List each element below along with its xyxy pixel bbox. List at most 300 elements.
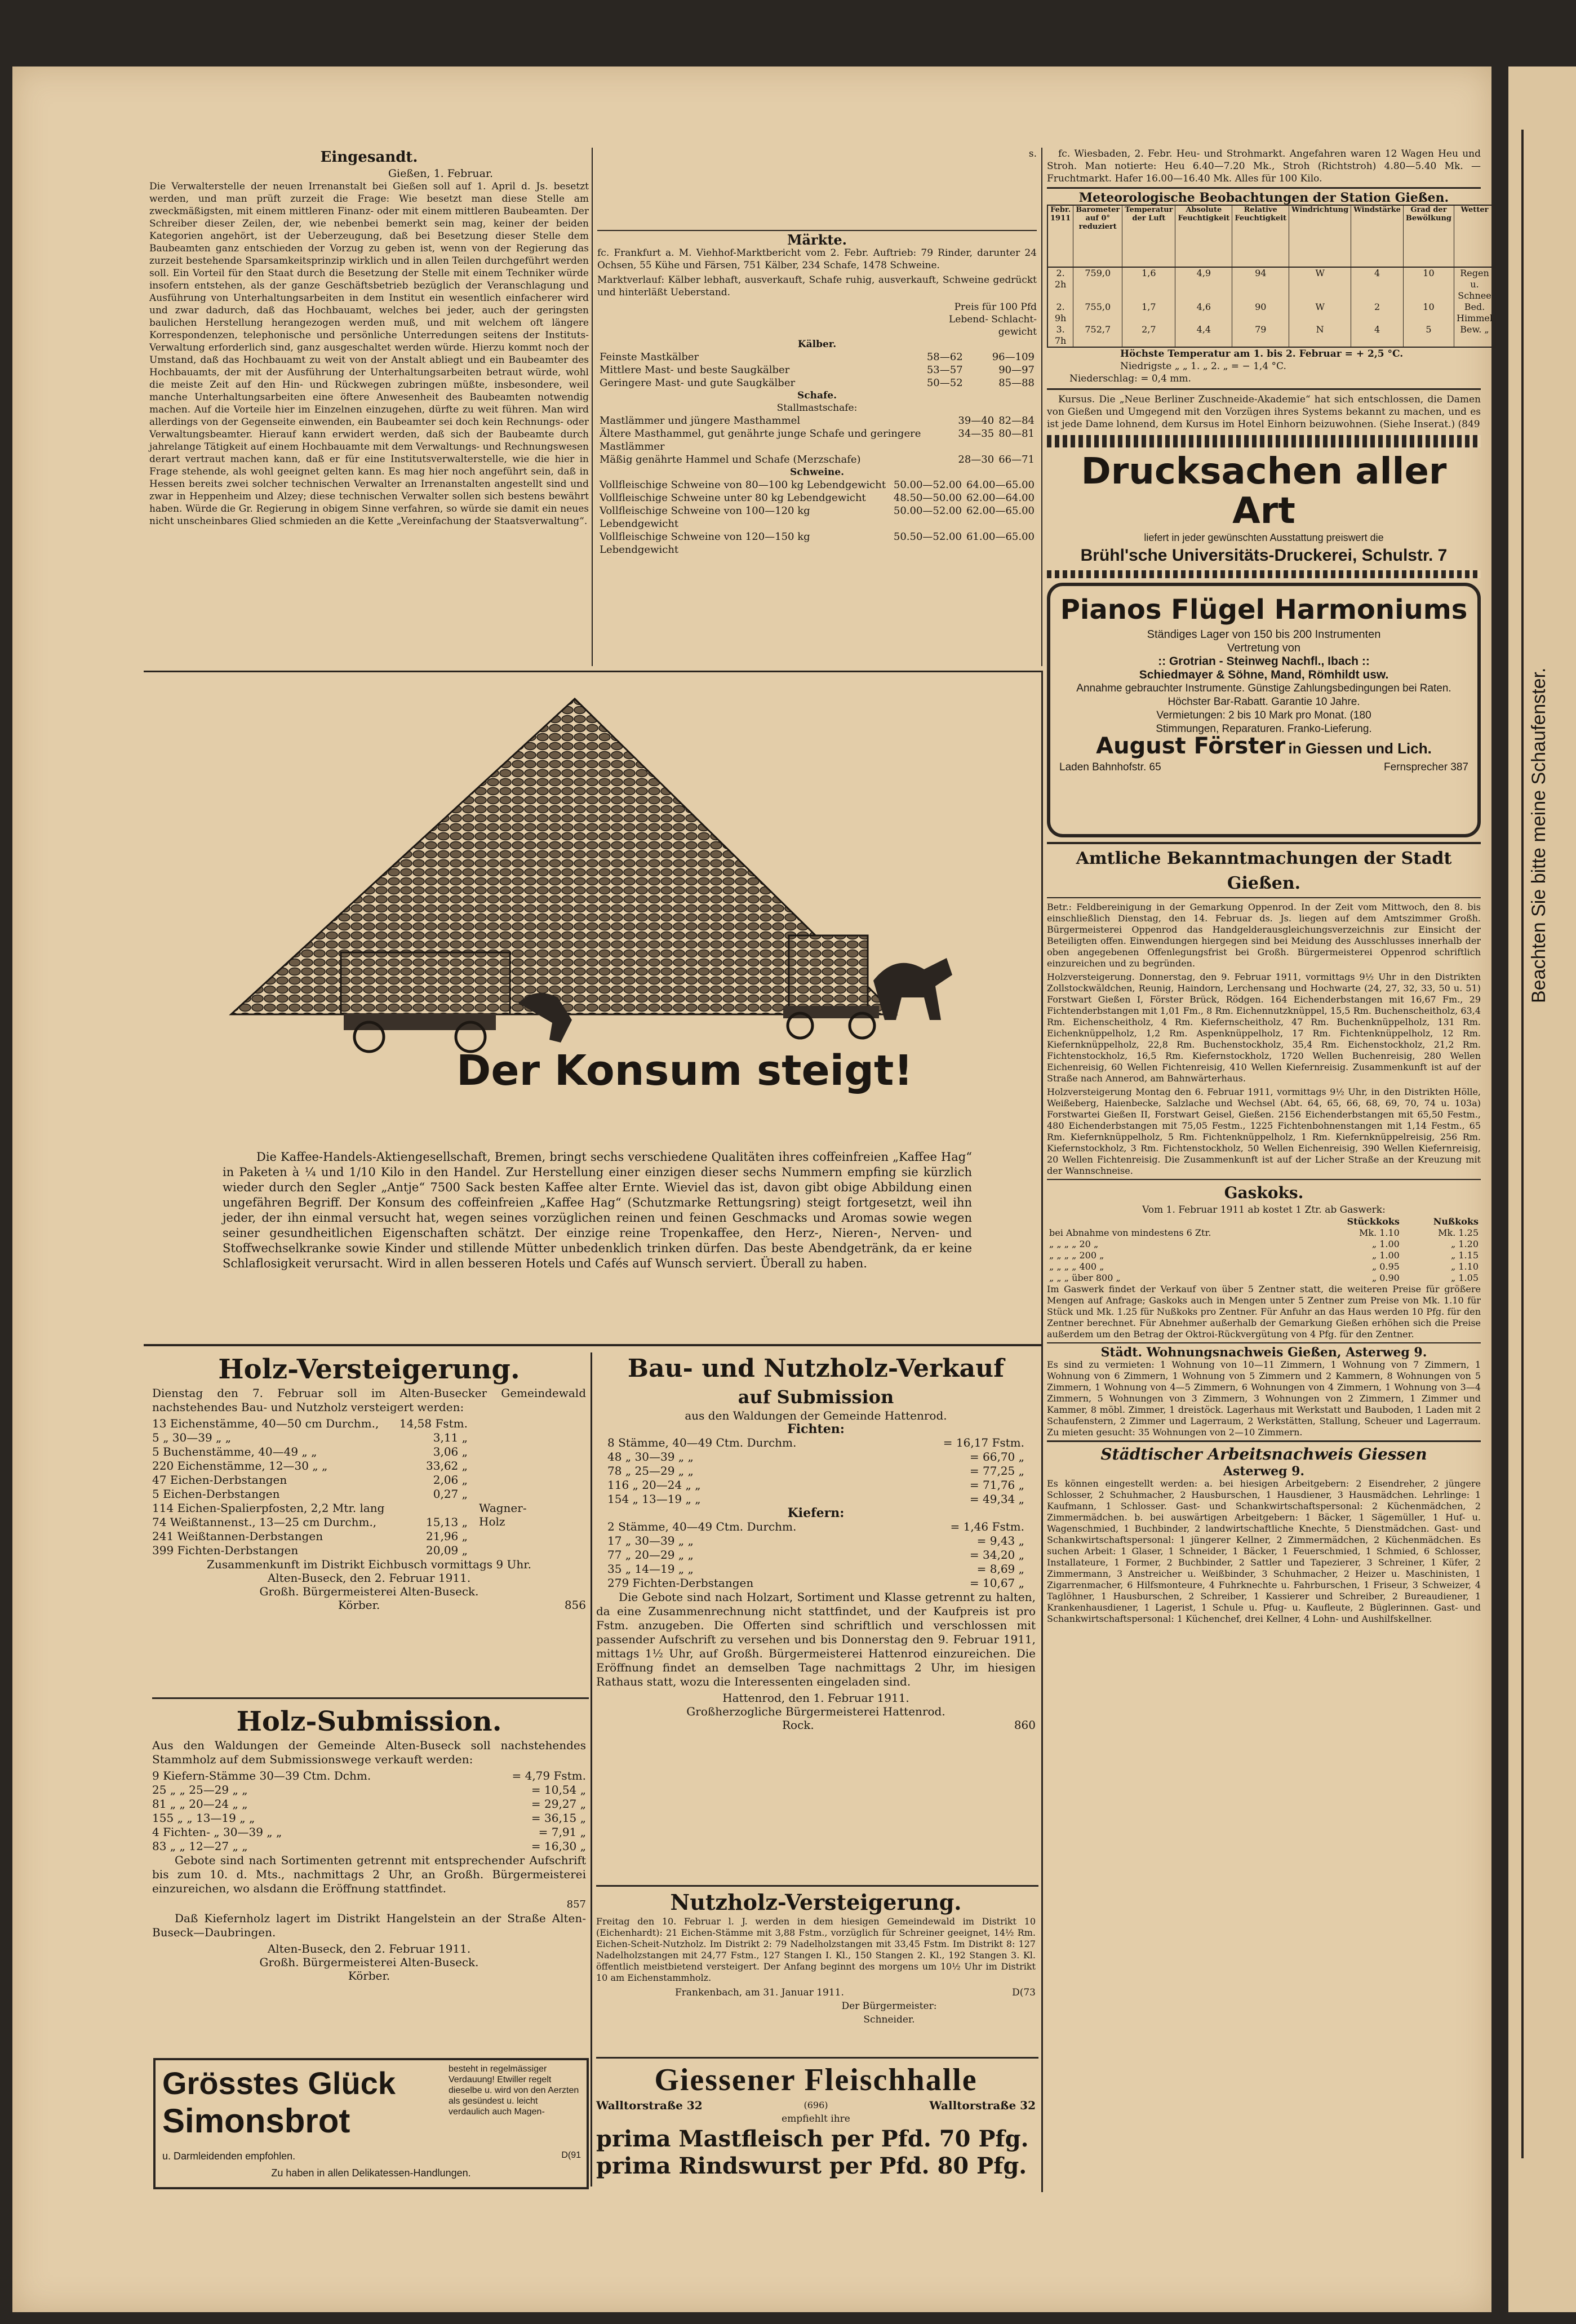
list-item-cell: = 77,25 „ xyxy=(969,1464,1024,1478)
section-rule xyxy=(1047,897,1481,898)
weather-cell: 4,9 xyxy=(1175,267,1232,301)
list-item-cell: 13 Eichenstämme, 40—50 cm Durchm., xyxy=(152,1417,379,1430)
market-cell: 34—35 xyxy=(958,428,995,440)
section-rule xyxy=(1047,1440,1481,1442)
section-rule xyxy=(144,1344,1042,1346)
holz2-num: 857 xyxy=(566,1899,586,1910)
konsum-text: Die Kaffee-Handels-Aktiengesellschaft, Bremen, bringt sechs verschiedene Qualitäten ihres coffeinfreien „Kaffee Hag“ in Paketen à ¼ und 1/10 Kilo in den Handel. Zur Herstellung einer einzigen dieser sechs Nummern empfing sie kürzlich wieder durch den Segler „Antje“ 7500 Sack besten Kaffee alter Ernte. Wieviel das ist, davon gibt obige Abbildung einen ungefähren Begriff. Der Konsum des coffeinfreien „Kaffee Hag“ (Schutzmarke Rettungsring) steigt fortgesetzt, weil ihn jeder, der ihn einmal versucht hat, wegen seines vorzüglichen reinen und feinen Geschmacks und Aromas sowie wegen seiner gesundheitlichen Eigenschaften schätzt. Der einzige reine Tropenkaffee, den Herz-, Nieren-, Nerven- und Stoffwechselkranke sowie Kinder und stillende Mütter unbedenklich trinken dürfen. Das beste Abendgetränk, da er keine Schlaflosigkeit verursacht. Wird in allen besseren Hotels und Cafés auf Wunsch serviert. Überall zu haben. xyxy=(223,1150,972,1270)
weather-row xyxy=(1047,324,1495,347)
holz2-text: Gebote sind nach Sortimenten getrennt mit entsprechender Aufschrift bis zum 10. d. Mts., nachmittags 2 Uhr, an Großh. Bürgermeisterei einzureichen, wo alsdann die Eröffnung stattfindet. xyxy=(152,1853,586,1895)
wohnung-title: Städt. Wohnungsnachweis Gießen, Asterweg 9. xyxy=(1100,1345,1427,1360)
market-row xyxy=(597,427,1037,453)
gas-cell: „ 1.00 xyxy=(1371,1250,1400,1261)
list-item xyxy=(152,1839,586,1853)
market-cell: Geringere Mast- und gute Saugkälber xyxy=(600,377,796,389)
nutz-num: D(73 xyxy=(1012,1987,1036,1998)
wiesbaden-report: fc. Wiesbaden, 2. Febr. Heu- und Strohmarkt. Angefahren waren 12 Wagen Heu und Stroh. Man notierte: Heu 6.40—7.20 Mk., Stroh (Richtstroh) 4.80—5.40 Mk. — Fruchtmarkt. Hafer 16.00—16.40 Mk. Alles für 100 Kilo. xyxy=(1047,148,1481,184)
list-item-cell: = 49,34 „ xyxy=(969,1492,1024,1506)
weather-cell: 4 xyxy=(1351,267,1404,301)
bau-title: Bau- und Nutzholz-Verkauf xyxy=(627,1354,1005,1383)
weather-cell: Bed. Himmel xyxy=(1454,301,1495,324)
list-item-cell: 2 Stämme, 40—49 Ctm. Durchm. xyxy=(607,1520,797,1533)
list-item xyxy=(607,1478,1024,1492)
list-item-cell: = 71,76 „ xyxy=(969,1478,1024,1492)
list-item xyxy=(607,1548,1024,1562)
gas-header-cell: Nußkoks xyxy=(1433,1216,1479,1227)
list-item-cell: 154 „ 13—19 „ „ xyxy=(607,1492,701,1506)
letter-signature: s. xyxy=(1028,148,1037,159)
nutzholz-notice xyxy=(596,1889,1036,2058)
sheep-title: Schafe. xyxy=(797,390,837,401)
letter-title: Eingesandt. xyxy=(320,149,418,166)
letter-text: Die Verwalterstelle der neuen Irrenanstalt bei Gießen soll auf 1. April d. Js. besetzt werden, und man prüft zurzeit die Frage: Wie besetzt man diese Stelle am zweckmäßigsten, mit einem mittleren Finanz- oder mit einem mittleren Baubeamten. Der Schreiber dieser Zeilen, der, wie nebenbei bemerkt sein mag, keiner der beiden Kategorien angehört, ist der Ueberzeugung, daß bei Besetzung dieser Stelle dem Baubeamten ganz entschieden der Vorzug zu geben ist, wenn von der Regierung das zurzeit bestehende Sparsamkeitsprinzip wirklich und in allen Teilen durchgeführt werden soll. Ein Vorteil für den Staat durch die Besetzung der Stelle mit einem Techniker würde insofern entstehen, als der ganze Geschäftsbetrieb bezüglich der Veranschlagung und Ausführung von Unterhaltungsarbeiten in dem Institut ein wesentlich einfacherer wird und zwar dadurch, daß das Hochbauamt, welches bei jeder, auch der geringsten baulichen Herstellung herangezogen werden muß, und mit welchem oft längere Korrespondenzen, telephonische und persönliche Unterredungen seitens der Instituts-Verwaltung erforderlich sind, ganz ausgeschaltet werden würde. Hierzu kommt noch der Umstand, daß das Hochbauamt zu weit von der Anstalt abliegt und ein Baubeamter des Hochbauamts, der mit der Ausführung der Unterhaltungsarbeiten betraut würde, wohl die meiste Zeit auf den Hin- und Rückwegen zubringen müßte, insbesondere, weil manche Unterhaltungsarbeiten eine öftere Anwesenheit des Baubeamten notwendig machen. Auf die Vorteile hier im Einzelnen einzugehen, dürfte zu weit führen. Man wird allerdings von der Gegenseite einwenden, ein Baubeamter sei doch kein Rechnungs- oder Verwaltungsbeamter. Hierauf kann erwidert werden, daß sich der Baubeamte durch jahrelange Tätigkeit auf einem Hochbauamte mit dem Verwaltungs- und Rechnungswesen derart vertraut machen kann, daß er für eine Institutsverwalterstelle, wie die hier in Frage stehende, als wohl geeignet gelten kann. Es mag hier noch angeführt sein, daß in Hessen bereits zwei solcher technischen Verwalter an Irrenanstalten angestellt sind und zwar in Heppenheim und Alzey; diese technischen Verwalter sollen sich bestens bewährt haben. Würde die Gr. Regierung in obigem Sinne verfahren, so würde sie damit ein neues nicht unscheinbares Glied schmieden an die Kette „Vereinfachung der Staatsverwaltung“. xyxy=(149,181,589,527)
fleisch-right: Walltorstraße 32 xyxy=(929,2099,1036,2112)
letter-continuation xyxy=(597,148,1037,228)
section-rule xyxy=(1047,187,1481,189)
bau-fichten-list xyxy=(596,1436,1036,1506)
piano-ad xyxy=(1047,583,1481,837)
piano-l4: Schiedmayer & Söhne, Mand, Römhildt usw. xyxy=(1139,668,1389,681)
piano-l3: :: Grotrian - Steinweg Nachfl., Ibach :: xyxy=(1158,655,1370,668)
list-item-cell: 78 „ 25—29 „ „ xyxy=(607,1464,694,1478)
weather-cell: 4,4 xyxy=(1175,324,1232,347)
market-cell: 90—97 xyxy=(998,364,1035,376)
gas-cell: „ 0.95 xyxy=(1371,1261,1400,1272)
list-item-cell: = 4,79 Fstm. xyxy=(512,1769,586,1782)
gas-sub: Vom 1. Februar 1911 ab kostet 1 Ztr. ab Gaswerk: xyxy=(1142,1204,1386,1216)
market-cell: 64.00—65.00 xyxy=(966,479,1035,491)
brot-l3: u. Darmleidenden empfohlen. xyxy=(162,2150,296,2162)
holz-submission-notice xyxy=(152,1705,586,2054)
calves-table xyxy=(597,351,1037,389)
wagon-load-right xyxy=(789,935,868,1009)
list-item xyxy=(152,1417,468,1431)
market-row xyxy=(597,530,1037,556)
list-item xyxy=(607,1464,1024,1478)
gas-cell: Mk. 1.10 xyxy=(1359,1227,1400,1238)
list-item xyxy=(607,1576,1024,1590)
market-row xyxy=(597,504,1037,530)
list-item xyxy=(607,1534,1024,1548)
brot-side: besteht in regelmässiger Verdauung! Etwiller regelt dieselbe u. wird von den Aerzten als gesündest u. leicht verdaulich auch Magen- xyxy=(449,2064,579,2117)
market-row xyxy=(597,491,1037,504)
holz1-name: Körber. xyxy=(338,1598,380,1612)
list-item-cell: = 29,27 „ xyxy=(531,1797,586,1811)
list-item-cell: = 16,17 Fstm. xyxy=(943,1436,1024,1449)
kaffee-hag-ad xyxy=(214,688,980,1150)
holz2-office: Großh. Bürgermeisterei Alten-Buseck. xyxy=(259,1955,479,1969)
market-cell: Vollfleischige Schweine unter 80 kg Lebendgewicht xyxy=(600,492,866,504)
sheep-sub: Stallmastschafe: xyxy=(776,402,858,414)
nutz-date: Frankenbach, am 31. Januar 1911. xyxy=(675,1987,844,1998)
pigs-table xyxy=(597,478,1037,556)
market-cell: 82—84 xyxy=(998,415,1035,427)
list-item-cell: 47 Eichen-Derbstangen xyxy=(152,1473,287,1487)
holz1-meet: Zusammenkunft im Distrikt Eichbusch vormittags 9 Uhr. xyxy=(207,1558,531,1571)
piano-l5: Annahme gebrauchter Instrumente. Günstige Zahlungsbedingungen bei Raten. Höchster Bar-Rabatt. Garantie 10 Jahre. xyxy=(1076,682,1451,708)
list-item-cell: 74 Weißtannenst., 13—25 cm Durchm., xyxy=(152,1515,377,1529)
fleisch-sub: empfiehlt ihre xyxy=(782,2113,850,2125)
piano-name: August Förster xyxy=(1096,733,1286,759)
kaffee-hag-text-block xyxy=(223,1150,972,1336)
weather-cell: 752,7 xyxy=(1073,324,1122,347)
list-item xyxy=(152,1515,468,1529)
letter-dateline: Gießen, 1. Februar. xyxy=(388,167,493,180)
fleisch-title: Giessener Fleischhalle xyxy=(654,2063,978,2097)
section-rule xyxy=(597,230,1037,231)
weather-cell: 2,7 xyxy=(1122,324,1175,347)
gas-row xyxy=(1047,1261,1481,1272)
list-item xyxy=(152,1529,468,1544)
market-cell: 58—62 xyxy=(926,351,963,363)
list-item-cell: 20,09 „ xyxy=(426,1544,468,1557)
weather-cell: 2. 2h xyxy=(1047,267,1073,301)
gas-cell: „ 1.00 xyxy=(1371,1239,1400,1249)
bau-date: Hattenrod, den 1. Februar 1911. xyxy=(722,1691,909,1705)
gas-cell: Mk. 1.25 xyxy=(1438,1227,1479,1238)
weather-header-cell: Windstärke xyxy=(1351,205,1404,267)
weather-cell: 3. 7h xyxy=(1047,324,1073,347)
list-item-cell: 21,96 „ xyxy=(426,1529,468,1543)
simonsbrot-ad xyxy=(153,2058,589,2189)
list-item-cell: 3,06 „ xyxy=(433,1445,468,1458)
list-item-cell: 48 „ 30—39 „ „ xyxy=(607,1450,694,1463)
amtlich-t1: Betr.: Feldbereinigung in der Gemarkung Oppenrod. In der Zeit vom Mittwoch, den 8. bis einschließlich Dienstag, den 14. Februar ds. Js. liegen auf dem Amtszimmer Großh. Bürgermeisterei Oppenrod das Handgelderausgleichungsverzeichnis zur Einsicht der Beteiligten offen. Einwendungen hiergegen sind bei Meidung des Ausschlusses innerhalb der oben angegebenen Offenlegungsfrist bei Großh. Bürgermeisterei Oppenrod schriftlich einzureichen und zu begründen. xyxy=(1047,902,1481,969)
weather-header-cell: Barometer auf 0° reduziert xyxy=(1073,205,1122,267)
arbeit-text: Es können eingestellt werden: a. bei hiesigen Arbeitgebern: 2 Eisendreher, 2 jüngere Schlosser, 2 Schuhmacher, 2 Hausburschen, 1 Hausdiener, 3 Hausmädchen. Lehrlinge: 1 Kaufmann, 1 Schlosser. Gast- und Schankwirtschaftspersonal: 2 Küchenmädchen, 2 Zimmermädchen. b. bei auswärtigen Arbeitgebern: 1 Bäcker, 1 Sägemüller, 1 Huf- u. Wagenschmied, 1 Buchbinder, 2 landwirtschaftliche Knechte, 5 Dienstmädchen. Gast- und Schankwirtschaftspersonal: 1 jüngerer Kellner, 2 Zimmermädchen, 2 Küchenmädchen. Es suchen Arbeit: 1 Glaser, 1 Schneider, 1 Bäcker, 1 Feuerschmied, 1 Schmied, 6 Schlosser, Installateure, 1 Former, 2 Buchbinder, 2 Sattler und Tapezierer, 3 Schreiner, 1 Küfer, 2 Zimmermann, 3 Anstreicher u. Weißbinder, 3 Schuhmacher, 2 Heizer u. Maschinisten, 1 Zigarrenmacher, 6 Hilfsmonteure, 4 Fuhrknechte u. Fahrburschen, 1 Friseur, 3 Schweizer, 4 Taglöhner, 1 Hausburschen, 2 Schreiber, 1 Kassierer und Schreiber, 2 Bureaudiener, 1 Krankenhausdiener, 1 Lagerist, 1 Schule u. Pfug- u. Kaufleute, 2 Büglerinnen. Gast- und Schankwirtschaftspersonal: 1 Küchenchef, drei Kellner, 4 Lohn- und Aushilfskellner. xyxy=(1047,1478,1481,1624)
market-cell: 50—52 xyxy=(926,377,963,389)
calves-title: Kälber. xyxy=(797,339,837,350)
brot-l4: Zu haben in allen Delikatessen-Handlungen. xyxy=(271,2167,471,2179)
market-cell: 61.00—65.00 xyxy=(966,531,1035,543)
market-row xyxy=(597,351,1037,363)
weather-cell: Bew. „ xyxy=(1454,324,1495,347)
market-cell: 39—40 xyxy=(958,415,995,427)
weather-cell: 5 xyxy=(1403,324,1454,347)
list-item xyxy=(152,1825,586,1839)
price-header: Preis für 100 Pfd Lebend- Schlacht- gewicht xyxy=(948,301,1037,338)
gas-cell: „ „ „ „ 400 „ xyxy=(1049,1261,1104,1272)
gas-text: Im Gaswerk findet der Verkauf von über 5 Zentner statt, die weiteren Preise für größere Mengen auf Anfrage; Gaskoks auch in Mengen unter 5 Zentner zum Preise von Mk. 1.10 für Stück und Mk. 1.25 für Nußkoks pro Zentner. Für Anfuhr an das Haus werden 10 Pfg. für den Zentner berechnet. Für Abnehmer außerhalb der Gemarkung Gießen erhöhen sich die Preise außerdem um den Betrag der Oktroi-Rückvergütung von 4 Pfg. für den Zentner. xyxy=(1047,1284,1481,1340)
bau-text: Die Gebote sind nach Holzart, Sortiment und Klasse getrennt zu halten, da eine Zusammenrechnung nicht stattfindet, und der Kaufpreis ist pro Fstm. anzugeben. Die Offerten sind schriftlich und verschlossen mit passender Aufschrift zu versehen und bis Donnerstag den 9. Februar 1911, mittags 1½ Uhr, auf Großh. Bürgermeisterei Hattenrod einzureichen. Die Eröffnung findet an demselben Tage nachmittags 2 Uhr, im hiesigen Rathaus statt, wozu die Interessenten eingeladen sind. xyxy=(596,1590,1036,1688)
list-item-cell: 77 „ 20—29 „ „ xyxy=(607,1548,694,1562)
market-cell: Mastlämmer und jüngere Masthammel xyxy=(600,415,801,427)
market-cell: Ältere Masthammel, gut genährte junge Schafe und geringere Mastlämmer xyxy=(600,428,921,453)
market-cell: Mäßig genährte Hammel und Schafe (Merzschafe) xyxy=(600,454,861,465)
weather-min: Niedrigste „ „ 1. „ 2. „ = − 1,4 °C. xyxy=(1120,361,1286,372)
gas-cell: „ „ „ über 800 „ xyxy=(1049,1272,1121,1283)
weather-cell: 10 xyxy=(1403,301,1454,324)
list-item xyxy=(607,1562,1024,1576)
gas-cell: bei Abnahme von mindestens 6 Ztr. xyxy=(1049,1227,1211,1238)
gas-cell: „ „ „ „ 20 „ xyxy=(1049,1239,1099,1249)
markets-column xyxy=(597,148,1037,666)
section-rule xyxy=(596,1885,1038,1887)
list-item-cell: 399 Fichten-Derbstangen xyxy=(152,1544,299,1557)
list-item-cell: 15,13 „ xyxy=(426,1515,468,1529)
market-cell: 48.50—50.00 xyxy=(893,492,962,504)
piano-l1: Ständiges Lager von 150 bis 200 Instrumenten xyxy=(1147,628,1381,641)
weather-row xyxy=(1047,267,1495,301)
market-cell: Mittlere Mast- und beste Saugkälber xyxy=(600,364,790,376)
market-cell: 50.00—52.00 xyxy=(893,505,962,517)
list-item xyxy=(607,1520,1024,1534)
arbeit-title: Städtischer Arbeitsnachweis Giessen xyxy=(1100,1445,1427,1463)
holz2-title: Holz-Submission. xyxy=(236,1706,502,1737)
list-item xyxy=(152,1431,468,1445)
letter-column xyxy=(149,148,589,666)
gas-row xyxy=(1047,1227,1481,1239)
holz1-date: Alten-Buseck, den 2. Februar 1911. xyxy=(267,1571,471,1585)
piano-addr: Laden Bahnhofstr. 65 xyxy=(1059,761,1161,773)
weather-cell: 759,0 xyxy=(1073,267,1122,301)
bau-nutzholz-notice xyxy=(596,1352,1036,1882)
bau-kiefern: Kiefern: xyxy=(787,1506,845,1520)
list-item-cell: 241 Weißtannen-Derbstangen xyxy=(152,1529,323,1543)
weather-table xyxy=(1047,205,1496,348)
weather-cell: 2. 9h xyxy=(1047,301,1073,324)
gas-header-cell xyxy=(1047,1216,1311,1227)
holz1-title: Holz-Versteigerung. xyxy=(218,1354,520,1385)
column-rule xyxy=(1041,148,1042,666)
gas-cell: „ 1.05 xyxy=(1451,1272,1479,1283)
market-cell: 62.00—64.00 xyxy=(966,492,1035,504)
bau-fichten: Fichten: xyxy=(787,1422,845,1436)
fleisch-l2: prima Rindswurst per Pfd. 80 Pfg. xyxy=(596,2153,1027,2179)
bau-num: 860 xyxy=(1014,1718,1036,1732)
list-item xyxy=(607,1492,1024,1506)
markets-title: Märkte. xyxy=(787,232,847,248)
list-item xyxy=(152,1544,468,1558)
druck-line2: Brühl'sche Universitäts-Druckerei, Schulstr. 7 xyxy=(1080,546,1448,565)
gas-row xyxy=(1047,1239,1481,1250)
list-item-cell: 25 „ „ 25—29 „ „ xyxy=(152,1783,248,1797)
market-row xyxy=(597,414,1037,427)
weather-cell: 79 xyxy=(1232,324,1289,347)
section-rule xyxy=(1047,388,1481,390)
weather-header-cell: Windrichtung xyxy=(1289,205,1351,267)
list-item-cell: 0,27 „ xyxy=(433,1487,468,1501)
list-item xyxy=(152,1783,586,1797)
weather-header-cell: Relative Feuchtigkeit xyxy=(1232,205,1289,267)
piano-l6b: (180 xyxy=(1349,709,1371,721)
section-rule xyxy=(1047,842,1481,844)
sack-pyramid-illustration xyxy=(214,688,980,1048)
weather-header-cell: Wetter xyxy=(1454,205,1495,267)
holz-versteigerung-notice xyxy=(152,1352,586,1707)
weather-cell: 755,0 xyxy=(1073,301,1122,324)
list-item-cell: 5 „ 30—39 „ „ xyxy=(152,1431,232,1444)
list-item xyxy=(607,1436,1024,1450)
nutz-office: Der Bürgermeister: xyxy=(841,2001,937,2012)
wohnung-text: Es sind zu vermieten: 1 Wohnung von 10—11 Zimmern, 1 Wohnung von 7 Zimmern, 1 Wohnung von 6 Zimmern, 1 Wohnung von 5 Zimmern und 2 Kammern, 8 Wohnungen von 5 Zimmern, 1 Wohnung von 4—5 Zimmern, 6 Wohnungen von 4 Zimmern, 1 Wohnung von 3—4 Zimmern, 5 Wohnungen von 3 Zimmern, 3 Wohnungen von 2 Zimmern, 1 Zimmer und Kammer, 8 möbl. Zimmer, 1 dreistöck. Lagerhaus mit Werkstatt und Bauboden, 1 Laden mit 2 Schaufenstern, 2 Zimmer und Lagerraum, 2 Werkstätten, Stallung, Scheuer und Lagerraum. Zu mieten gesucht: 35 Wohnungen von 2—10 Zimmern. xyxy=(1047,1359,1481,1438)
sheep-table xyxy=(597,414,1037,466)
list-item-cell: 279 Fichten-Derbstangen xyxy=(607,1576,754,1590)
list-item-cell: 81 „ „ 20—24 „ „ xyxy=(152,1797,248,1811)
weather-cell: 4,6 xyxy=(1175,301,1232,324)
holz1-brace: Wagner-Holz xyxy=(479,1501,527,1528)
holz2-date: Alten-Buseck, den 2. Februar 1911. xyxy=(267,1942,471,1955)
gas-cell: „ 1.10 xyxy=(1451,1261,1479,1272)
column-rule xyxy=(592,148,593,666)
market-cell: 85—88 xyxy=(998,377,1035,389)
list-item xyxy=(152,1473,468,1487)
list-item-cell: 114 Eichen-Spalierpfosten, 2,2 Mtr. lang xyxy=(152,1501,385,1515)
bau-name: Rock. xyxy=(782,1718,814,1732)
brot-l2: Simonsbrot xyxy=(162,2102,350,2140)
druck-line1: liefert in jeder gewünschten Ausstattung preiswert die xyxy=(1144,532,1384,543)
nutz-name: Schneider. xyxy=(863,2014,915,2025)
holz2-name: Körber. xyxy=(348,1969,390,1983)
column-rule xyxy=(1041,671,1043,2192)
horse-right xyxy=(873,958,952,1020)
weather-cell: 90 xyxy=(1232,301,1289,324)
fleisch-mid: (696) xyxy=(803,2100,828,2110)
market-cell: Vollfleischige Schweine von 100—120 kg Lebendgewicht xyxy=(600,505,810,530)
weather-header-cell: Grad der Bewölkung xyxy=(1403,205,1454,267)
gas-row xyxy=(1047,1250,1481,1261)
list-item-cell: = 7,91 „ xyxy=(538,1825,586,1839)
market-row xyxy=(597,478,1037,491)
list-item-cell: 17 „ 30—39 „ „ xyxy=(607,1534,694,1547)
market-cell: 53—57 xyxy=(926,364,963,376)
piano-l7: Stimmungen, Reparaturen. Franko-Lieferung. xyxy=(1156,723,1372,735)
list-item xyxy=(152,1487,468,1501)
weather-cell: 10 xyxy=(1403,267,1454,301)
holz2-list xyxy=(152,1769,586,1853)
weather-cell: W xyxy=(1289,267,1351,301)
market-cell: Vollfleischige Schweine von 80—100 kg Lebendgewicht xyxy=(600,479,886,491)
kursus-notice: Kursus. Die „Neue Berliner Zuschneide-Akademie“ hat sich entschlossen, die Damen von Gießen und Umgegend mit den Vorzügen ihres Systems bekannt zu machen, und es ist jede Dame lohnend, dem Kursus im Hotel Einhorn beizuwohnen. (Siehe Inserat.) (849 xyxy=(1047,394,1481,430)
brot-l3b: D(91 xyxy=(561,2150,581,2160)
holz1-num: 856 xyxy=(564,1598,586,1612)
amtlich-t3: Holzversteigerung Montag den 6. Februar 1911, vormittags 9½ Uhr, in den Distrikten Hölle, Weißeberg, Haienbecke, Salzlache und Wechsel (Abt. 64, 65, 66, 68, 69, 70, 74 u. 103a) Forstwartei Gießen II, Forstwart Geisel, Gießen. 2156 Eichenderbstangen mit 65,50 Festm., 480 Eichenderbstangen mit 75,05 Festm., 1225 Fichtenbohnenstangen mit 1,14 Festm., 65 Rm. Kiefernknüppelholz, 5 Rm. Fichtenknüppelholz, 1 Rm. Kiefernknüppelreisig, 256 Rm. Kiefernstockholz, 3 Rm. Fichtenstockholz, 50 Wellen Eichenreisig, 390 Wellen Kiefernreisig, 20 Wellen Fichtenreisig. Die Zusammenkunft ist auf der Licher Straße an der Kreuzung mit der Wannschneise. xyxy=(1047,1086,1481,1176)
market-cell: 96—109 xyxy=(992,351,1035,363)
piano-phone: Fernsprecher 387 xyxy=(1384,761,1468,773)
fleisch-l1: prima Mastfleisch per Pfd. 70 Pfg. xyxy=(596,2126,1029,2152)
fleischhalle-ad xyxy=(596,2061,1036,2191)
weather-cell: 4 xyxy=(1351,324,1404,347)
list-item-cell: 4 Fichten- „ 30—39 „ „ xyxy=(152,1825,282,1839)
list-item-cell: = 10,67 „ xyxy=(969,1576,1024,1590)
bau-intro: aus den Waldungen der Gemeinde Hattenrod. xyxy=(685,1409,947,1422)
list-item-cell: = 34,20 „ xyxy=(969,1548,1024,1562)
weather-header-cell: Febr. 1911 xyxy=(1047,205,1073,267)
market-row xyxy=(597,363,1037,376)
gas-title: Gaskoks. xyxy=(1224,1183,1304,1202)
list-item-cell: = 9,43 „ xyxy=(976,1534,1024,1547)
amtlich-title: Amtliche Bekanntmachungen der Stadt Gießen. xyxy=(1076,849,1452,893)
market-cell: 62.00—65.00 xyxy=(966,505,1035,517)
wagon-load-left xyxy=(341,952,510,1014)
list-item-cell: 14,58 Fstm. xyxy=(399,1417,468,1430)
column-rule xyxy=(591,1352,592,2186)
weather-header-cell: Temperatur der Luft xyxy=(1122,205,1175,267)
section-rule xyxy=(144,671,1042,672)
section-rule xyxy=(1047,1179,1481,1180)
market-cell: 50.50—52.00 xyxy=(893,531,962,543)
list-item xyxy=(152,1459,468,1473)
gas-cell: „ 0.90 xyxy=(1371,1272,1400,1283)
bau-kiefern-list xyxy=(596,1520,1036,1590)
list-item-cell: = 1,46 Fstm. xyxy=(950,1520,1024,1533)
ornamental-rule xyxy=(1047,570,1481,578)
list-item xyxy=(152,1445,468,1459)
list-item-cell: 3,11 „ xyxy=(433,1431,468,1444)
list-item-cell: = 36,15 „ xyxy=(531,1811,586,1825)
weather-cell: 1,6 xyxy=(1122,267,1175,301)
weather-title: Meteorologische Beobachtungen der Station Gießen. xyxy=(1078,190,1449,205)
holz1-list xyxy=(152,1417,468,1558)
weather-cell: 94 xyxy=(1232,267,1289,301)
nutz-text: Freitag den 10. Februar l. J. werden in dem hiesigen Gemeindewald im Distrikt 10 (Eichenhardt): 21 Eichen-Stämme mit 3,88 Fstm., vorzüglich für Schreiner geeignet, 14½ Rm. Eichen-Scheit-Nutzholz. Im Distrikt 2: 79 Nadelholzstangen mit 33,45 Fstm. Im Distrikt 8: 127 Nadelholzstangen mit 24,77 Fstm., 127 Stangen I. Kl., 150 Stangen 2. Kl., 192 Stangen 3. Kl. öffentlich meistbietend versteigert. Der Anfang beginnt des morgens um 10½ Uhr im Distrikt 10 am Eichenstammholz. xyxy=(596,1916,1036,1983)
gas-cell: „ „ „ „ 200 „ xyxy=(1049,1250,1104,1261)
druck-title: Drucksachen aller Art xyxy=(1081,451,1447,532)
market-row xyxy=(597,376,1037,389)
bau-office: Großherzogliche Bürgermeisterei Hattenrod. xyxy=(686,1705,945,1718)
market-cell: 80—81 xyxy=(998,428,1035,440)
list-item xyxy=(152,1811,586,1825)
weather-cell: 2 xyxy=(1351,301,1404,324)
arbeit-sub: Asterweg 9. xyxy=(1223,1464,1305,1479)
market-cell: Feinste Mastkälber xyxy=(600,351,699,363)
pigs-title: Schweine. xyxy=(790,467,844,478)
list-item-cell: 116 „ 20—24 „ „ xyxy=(607,1478,701,1492)
weather-max: Höchste Temperatur am 1. bis 2. Februar = + 2,5 °C. xyxy=(1120,348,1404,360)
gas-cell: „ 1.15 xyxy=(1451,1250,1479,1261)
amtlich-t2: Holzversteigerung. Donnerstag, den 9. Februar 1911, vormittags 9½ Uhr in den Distrikten Zollstockwäldchen, Reunig, Haindorn, Lerchensang und Hochwarte (24, 27, 32, 33, 50 u. 51) Forstwart Gießen I, Förster Brück, Rödgen. 164 Eichenderbstangen mit 16,67 Fm., 29 Fichtenderbstangen mit 1,01 Fm., 8 Rm. Eichennutzknüppel, 15,5 Rm. Buchenscheitholz, 63,4 Rm. Eichenscheitholz, 4 Rm. Kiefernscheitholz, 47 Rm. Buchenknüppelholz, 131 Rm. Eichenknüppelholz, 1,2 Rm. Aspenknüppelholz, 17 Rm. Fichtenknüppelholz, 12 Rm. Kiefernknüppelholz, 22,8 Rm. Buchenstockholz, 35,4 Rm. Eichenstockholz, 21,2 Rm. Fichtenstockholz, 16,5 Rm. Kiefernstockholz, 1720 Wellen Buchenreisig, 280 Wellen Eichenreisig, 60 Wellen Fichtenreisig, 410 Wellen Kiefernreisig. Zusammenkunft ist auf der Straße nach Annerod, am Bahnwärterhaus. xyxy=(1047,972,1481,1084)
weather-cell: Regen u. Schnee xyxy=(1454,267,1495,301)
list-item-cell: 33,62 „ xyxy=(426,1459,468,1473)
market-row xyxy=(597,453,1037,466)
list-item xyxy=(152,1797,586,1811)
bau-sub: auf Submission xyxy=(738,1386,894,1408)
list-item-cell: 2,06 „ xyxy=(433,1473,468,1487)
list-item xyxy=(152,1501,468,1515)
weather-cell: 1,7 xyxy=(1122,301,1175,324)
section-rule xyxy=(596,2057,1038,2059)
konsum-headline: Der Konsum steigt! xyxy=(456,1046,913,1095)
gas-header-cell: Stückkoks xyxy=(1347,1216,1400,1227)
section-rule xyxy=(152,1697,589,1699)
fleisch-left: Walltorstraße 32 xyxy=(596,2099,703,2112)
list-item-cell: = 10,54 „ xyxy=(531,1783,586,1797)
right-column xyxy=(1047,148,1493,2278)
market-cell: 28—30 xyxy=(958,454,995,465)
schaufenster-vertical-text: Beachten Sie bitte meine Schaufenster. xyxy=(1528,667,1550,1003)
brot-l1: Grösstes Glück xyxy=(162,2065,396,2101)
section-rule xyxy=(1047,1342,1481,1343)
weather-row xyxy=(1047,301,1495,324)
list-item-cell: 220 Eichenstämme, 12—30 „ „ xyxy=(152,1459,328,1473)
list-item-cell: = 16,30 „ xyxy=(531,1839,586,1853)
weather-rain: Niederschlag: = 0,4 mm. xyxy=(1069,373,1191,384)
list-item-cell: 83 „ „ 12—27 „ „ xyxy=(152,1839,248,1853)
holz2-loc: Daß Kiefernholz lagert im Distrikt Hangelstein an der Straße Alten-Buseck—Daubringen. xyxy=(152,1911,586,1939)
next-page-column xyxy=(1521,130,1563,2158)
list-item-cell: 8 Stämme, 40—49 Ctm. Durchm. xyxy=(607,1436,797,1449)
market-cell: 50.00—52.00 xyxy=(893,479,962,491)
ornamental-rule xyxy=(1047,435,1481,447)
market-cell: 66—71 xyxy=(998,454,1035,465)
list-item xyxy=(607,1450,1024,1464)
piano-place: in Giessen und Lich. xyxy=(1288,740,1432,757)
gas-row xyxy=(1047,1272,1481,1284)
piano-l6: Vermietungen: 2 bis 10 Mark pro Monat. xyxy=(1156,709,1347,721)
list-item xyxy=(152,1769,586,1783)
piano-title: Pianos Flügel Harmoniums xyxy=(1060,594,1468,626)
gas-table xyxy=(1047,1216,1481,1284)
